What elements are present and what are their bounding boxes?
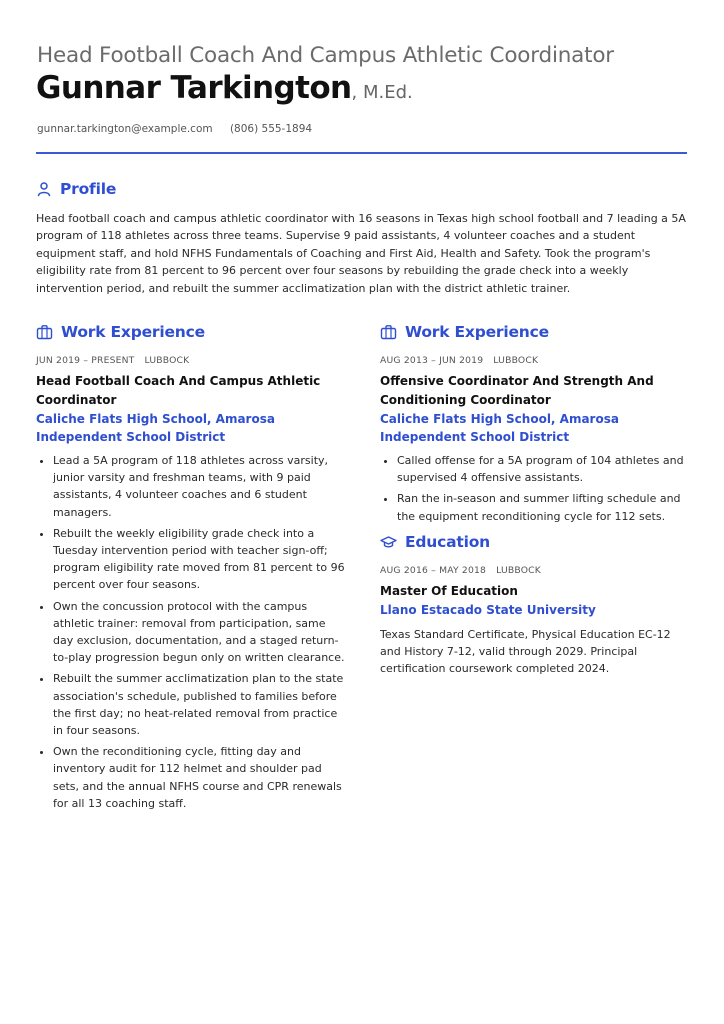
profile-heading: [36, 180, 688, 198]
briefcase-icon: [380, 324, 397, 340]
employer: Caliche Flats High School, Amarosa Independent School District: [36, 412, 275, 444]
job-dates: AUG 2013 – JUN 2019: [380, 355, 484, 366]
email[interactable]: gunnar.tarkington@example.com: [37, 123, 213, 135]
degree: Master Of Education: [380, 583, 518, 598]
name-line: [36, 70, 413, 106]
candidate-name: Gunnar Tarkington: [36, 70, 352, 106]
education-heading: [380, 533, 690, 551]
list-item: • Own the reconditioning cycle, fitting day and inventory audit for 112 helmet and shoulder pad sets, and the annual NFHS course and CPR renewals for all 13 coaching staff.: [53, 743, 346, 812]
experience-column-right: [380, 323, 690, 677]
job-headline: Head Football Coach And Campus Athletic Coordinator: [37, 43, 614, 68]
briefcase-icon: [36, 324, 53, 340]
user-icon: [36, 181, 52, 197]
education-location: LUBBOCK: [496, 564, 541, 576]
job-title: Offensive Coordinator And Strength And Conditioning Coordinator: [380, 374, 654, 407]
job-meta: [36, 355, 346, 366]
contact-info: [37, 123, 326, 135]
job-location: LUBBOCK: [144, 355, 190, 366]
profile-title: Profile: [60, 180, 117, 198]
employer: Caliche Flats High School, Amarosa Independent School District: [380, 412, 619, 444]
experience-column-left: [36, 323, 346, 816]
phone[interactable]: (806) 555-1894: [229, 123, 313, 135]
profile-text: Head football coach and campus athletic coordinator with 16 seasons in Texas high school football and 7 leading a 5A program of 118 athletes across three teams. Supervise 9 paid assistants, 4 volunteer coaches and a student equipment staff, and hold NFHS Fundamentals of Coaching and First Aid, Health and Safety. Took the program's eligibility rate from 81 percent to 96 percent over four seasons by rebuilding the grade check into a weekly intervention period, and rebuilt the summer acclimatization plan with the district athletic trainer.: [36, 212, 686, 295]
experience-heading: [36, 323, 346, 341]
job-title: Head Football Coach And Campus Athletic Coordinator: [36, 374, 321, 407]
job-dates: JUN 2019 – PRESENT: [36, 355, 135, 366]
education-dates: AUG 2016 – MAY 2018: [380, 564, 487, 576]
school: Llano Estacado State University: [380, 602, 596, 617]
education-meta: [380, 565, 690, 576]
list-item: • Own the concussion protocol with the campus athletic trainer: removal from participation, same day exclusion, documentation, and a staged return-to-play progression begun only on written clearance.: [53, 598, 346, 667]
job-bullets: [380, 452, 690, 525]
education-title: Education: [405, 532, 490, 551]
job-location: LUBBOCK: [493, 355, 539, 366]
list-item: • Rebuilt the summer acclimatization plan to the state association's schedule, published to families before the first day; no heat-related removal from practice in four seasons.: [53, 670, 346, 739]
education-section: [380, 533, 690, 678]
education-description: Texas Standard Certificate, Physical Education EC-12 and History 7-12, valid through 2029. Principal certification coursework completed 2024.: [380, 627, 671, 676]
list-item: • Ran the in-season and summer lifting schedule and the equipment reconditioning cycle for 112 sets.: [397, 490, 690, 524]
profile-section: [36, 180, 688, 297]
graduation-cap-icon: [380, 534, 397, 550]
job-meta: [380, 355, 690, 366]
experience-title: Work Experience: [405, 323, 549, 341]
experience-title: Work Experience: [61, 323, 205, 341]
header-divider: [36, 152, 687, 154]
list-item: • Rebuilt the weekly eligibility grade check into a Tuesday intervention period with teacher sign-off; program eligibility rate moved from 81 percent to 96 percent over four seasons.: [53, 525, 346, 594]
list-item: • Lead a 5A program of 118 athletes across varsity, junior varsity and freshman teams, with 9 paid assistants, 4 volunteer coaches and 6 student managers.: [53, 452, 346, 521]
list-item: • Called offense for a 5A program of 104 athletes and supervised 4 offensive assistants.: [397, 452, 690, 486]
credential: , M.Ed.: [351, 82, 413, 103]
experience-heading: [380, 323, 690, 341]
job-bullets: [36, 452, 346, 812]
